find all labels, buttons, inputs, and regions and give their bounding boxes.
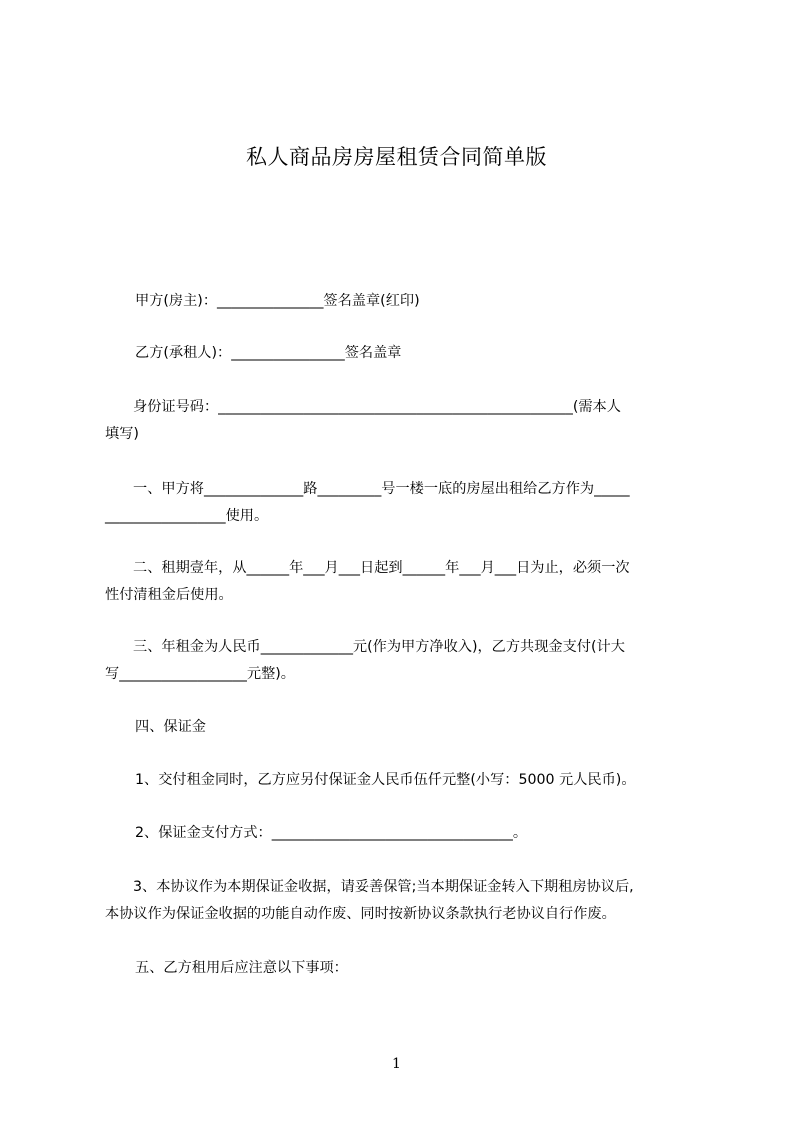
clause-3-line: 三、年租金为人民币_____________元(作为甲方净收入)，乙方共现金支付(计大 xyxy=(133,639,625,655)
deposit-item-3-line-continued: 本协议作为保证金收据的功能自动作废、同时按新协议条款执行老协议自行作废。 xyxy=(105,906,616,922)
id-number-line: 身份证号码：__________________________________________________(需本人 xyxy=(133,399,621,415)
party-b-line: 乙方(承租人)：________________签名盖章 xyxy=(135,345,402,361)
party-a-line: 甲方(房主)：_______________签名盖章(红印) xyxy=(135,293,420,309)
clause-3-line-continued: 写__________________元整)。 xyxy=(105,666,295,682)
clause-1-line-continued: _________________使用。 xyxy=(105,508,269,524)
deposit-item-1: 1、交付租金同时，乙方应另付保证金人民币伍仟元整(小写：5000 元人民币)。 xyxy=(135,772,636,788)
page-number: 1 xyxy=(392,1056,401,1072)
section-5-heading: 五、乙方租用后应注意以下事项： xyxy=(135,960,348,976)
clause-2-line: 二、租期壹年，从______年___月___日起到______年___月___日为止，必须一次 xyxy=(133,560,630,576)
deposit-item-2: 2、保证金支付方式：__________________________________。 xyxy=(135,825,528,841)
clause-2-line-continued: 性付清租金后使用。 xyxy=(105,587,233,603)
deposit-item-3-line: 3、本协议作为本期保证金收据，请妥善保管;当本期保证金转入下期租房协议后, xyxy=(133,879,634,895)
clause-1-line: 一、甲方将______________路_________号一楼一底的房屋出租给乙方作为_____ xyxy=(133,481,630,497)
document-title: 私人商品房房屋租赁合同简单版 xyxy=(246,145,547,169)
section-4-heading: 四、保证金 xyxy=(135,719,206,735)
id-number-line-continued: 填写) xyxy=(105,426,139,442)
